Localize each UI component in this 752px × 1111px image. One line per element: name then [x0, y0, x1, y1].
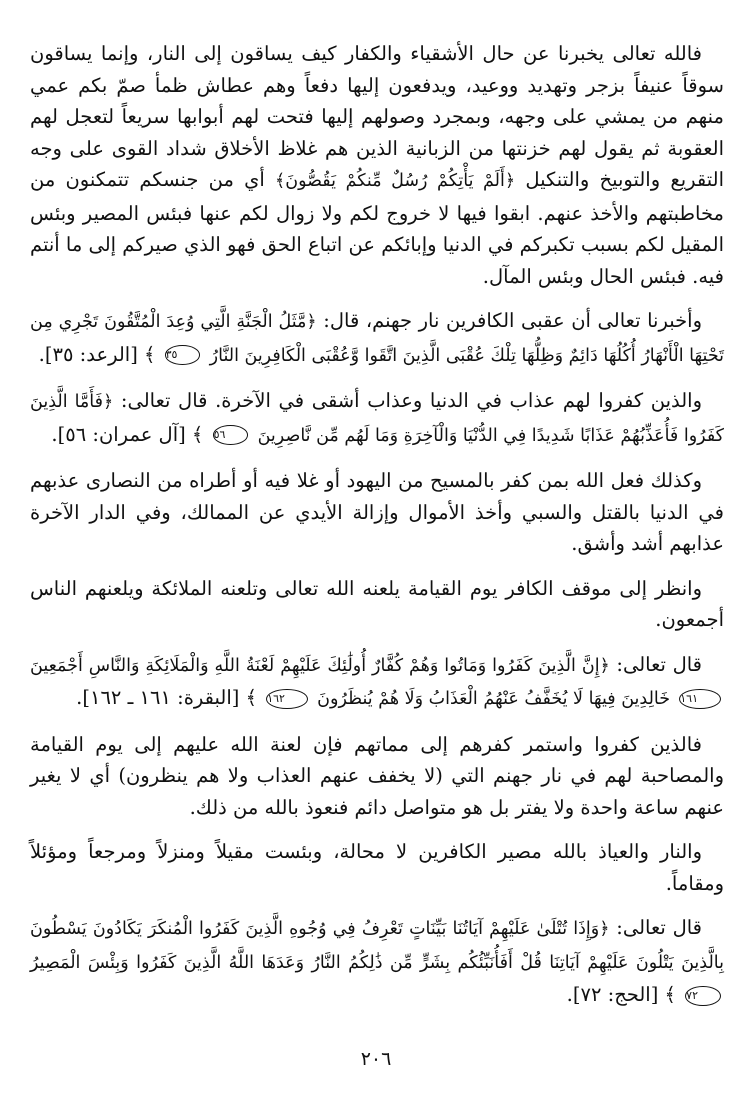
paragraph-5 [30, 573, 724, 636]
verse-number-marker: ٥٦ [213, 425, 249, 445]
verse-number-marker: ١٦٢ [266, 689, 308, 709]
quran-verse-continued: خَالِدِينَ فِيهَا لَا يُخَفَّفُ عَنْهُمُ الْعَذَابُ وَلَا هُمْ يُنظَرُونَ [317, 689, 671, 709]
paragraph-1 [30, 38, 724, 292]
paragraph-6 [30, 649, 724, 716]
paragraph-text: فالذين كفروا واستمر كفرهم إلى مماتهم فإن لعنة الله عليهم إلى يوم القيامة والمصاحبة لهم في نار جهنم التي (لا يخفف عنهم العذاب ولا هم ينظرون) أي لا يغير عنهم ساعة واحدة ولا يفتر بل هو متواصل دائم فنعوذ بالله من ذلك. [30, 732, 724, 819]
quran-verse: ﴿أَلَمْ يَأْتِكُمْ رُسُلٌ مِّنكُمْ يَقُصُّونَ﴾ [274, 171, 516, 191]
surah-reference: ﴾ [آل عمران: ٥٦]. [51, 422, 204, 446]
verse-number-marker: ٧٢ [685, 986, 721, 1006]
verse-number-marker: ١٦١ [679, 689, 721, 709]
surah-reference: ﴾ [الحج: ٧٢]. [566, 983, 676, 1006]
quran-verse: ﴿فَأَمَّا الَّذِينَ كَفَرُوا فَأُعَذِّبُهُمْ عَذَابًا شَدِيدًا فِي الدُّنْيَا وَالْآخِرَةِ وَمَا لَهُم مِّن نَّاصِرِينَ [30, 392, 724, 446]
quran-verse: ﴿وَإِذَا تُتْلَىٰ عَلَيْهِمْ آيَاتُنَا بَيِّنَاتٍ تَعْرِفُ فِي وُجُوهِ الَّذِينَ كَفَرُوا الْمُنكَرَ يَكَادُونَ يَسْطُونَ بِالَّذِينَ يَتْلُونَ عَلَيْهِمْ آيَاتِنَا قُلْ أَفَأُنَبِّئُكُم بِشَرٍّ مِّن ذَٰلِكُمُ النَّارُ وَعَدَهَا اللَّهُ الَّذِينَ كَفَرُوا وَبِئْسَ الْمَصِيرُ [30, 919, 724, 973]
paragraph-7 [30, 729, 724, 824]
page-body [30, 38, 724, 1024]
paragraph-text: فالله تعالى يخبرنا عن حال الأشقياء والكفار كيف يساقون إلى النار، وإنما يساقون سوقاً عنيفاً بزجر وتهديد ووعيد، ويدفعون إليها دفعاً وهم عطاش ظمأ صمّ بكم عمي منهم من يمشي على وجهه، وبمجرد وصولهم إليها فتحت لهم أبوابها سريعاً لتعجل لهم العقوبة ثم يقول لهم خزنتها من الزبانية الذين هم غلاظ الأخلاق شداد القوى على وجه التقريع والتوبيخ والتنكيل [30, 42, 724, 191]
paragraph-text: والذين كفروا لهم عذاب في الدنيا وعذاب أشقى في الآخرة. قال تعالى: [120, 389, 703, 412]
paragraph-text-continued: أي من جنسكم تتمكنون من مخاطبتهم والأخذ عنهم. ابقوا فيها لا خروج لكم ولا زوال لكم عنها فبئس المصير وبئس المقيل لكم بسبب تكبركم في الدنيا وإبائكم عن اتباع الحق فهو الذي صيركم إلى ما أنتم فيه. فبئس الحال وبئس المآل. [30, 168, 724, 288]
surah-reference: ﴾ [الرعد: ٣٥]. [38, 342, 156, 366]
surah-reference: ﴾ [البقرة: ١٦١ ـ ١٦٢]. [76, 686, 258, 709]
verse-number-marker: ٣٥ [165, 345, 201, 365]
paragraph-text: قال تعالى: [616, 916, 703, 939]
paragraph-text: وكذلك فعل الله بمن كفر بالمسيح من اليهود أو غلا فيه أو أطراه من النصارى عذبهم في الدنيا بالقتل والسبي وأخذ الأموال وإزالة الأيدي عن الممالك، وفي الدار الآخرة عذابهم أشد وأشق. [30, 469, 724, 555]
paragraph-text: وانظر إلى موقف الكافر يوم القيامة يلعنه الله تعالى وتلعنه الملائكة ويلعنهم الناس أجمعون. [30, 576, 724, 631]
paragraph-2 [30, 305, 724, 372]
quran-verse: ﴿إِنَّ الَّذِينَ كَفَرُوا وَمَاتُوا وَهُمْ كُفَّارٌ أُولَٰئِكَ عَلَيْهِمْ لَعْنَةُ اللَّهِ وَالْمَلَائِكَةِ وَالنَّاسِ أَجْمَعِينَ [30, 655, 610, 676]
paragraph-text: والنار والعياذ بالله مصير الكافرين لا محالة، وبئست مقيلاً ومنزلاً ومرجعاً ومؤئلاً ومقاماً. [30, 840, 724, 895]
paragraph-4 [30, 465, 724, 560]
page-number: ٢٠٦ [360, 1048, 392, 1070]
paragraph-9 [30, 912, 724, 1011]
paragraph-8 [30, 836, 724, 899]
paragraph-text: قال تعالى: [616, 652, 702, 676]
paragraph-text: وأخبرنا تعالى أن عقبى الكافرين نار جهنم، قال: [323, 309, 703, 332]
paragraph-3 [30, 385, 724, 452]
quran-verse: ﴿مَّثَلُ الْجَنَّةِ الَّتِي وُعِدَ الْمُتَّقُونَ تَجْرِي مِن تَحْتِهَا الْأَنْهَارُ أُكُلُهَا دَائِمٌ وَظِلُّهَا تِلْكَ عُقْبَى الَّذِينَ اتَّقَوا وَّعُقْبَى الْكَافِرِينَ النَّارُ [30, 312, 724, 366]
